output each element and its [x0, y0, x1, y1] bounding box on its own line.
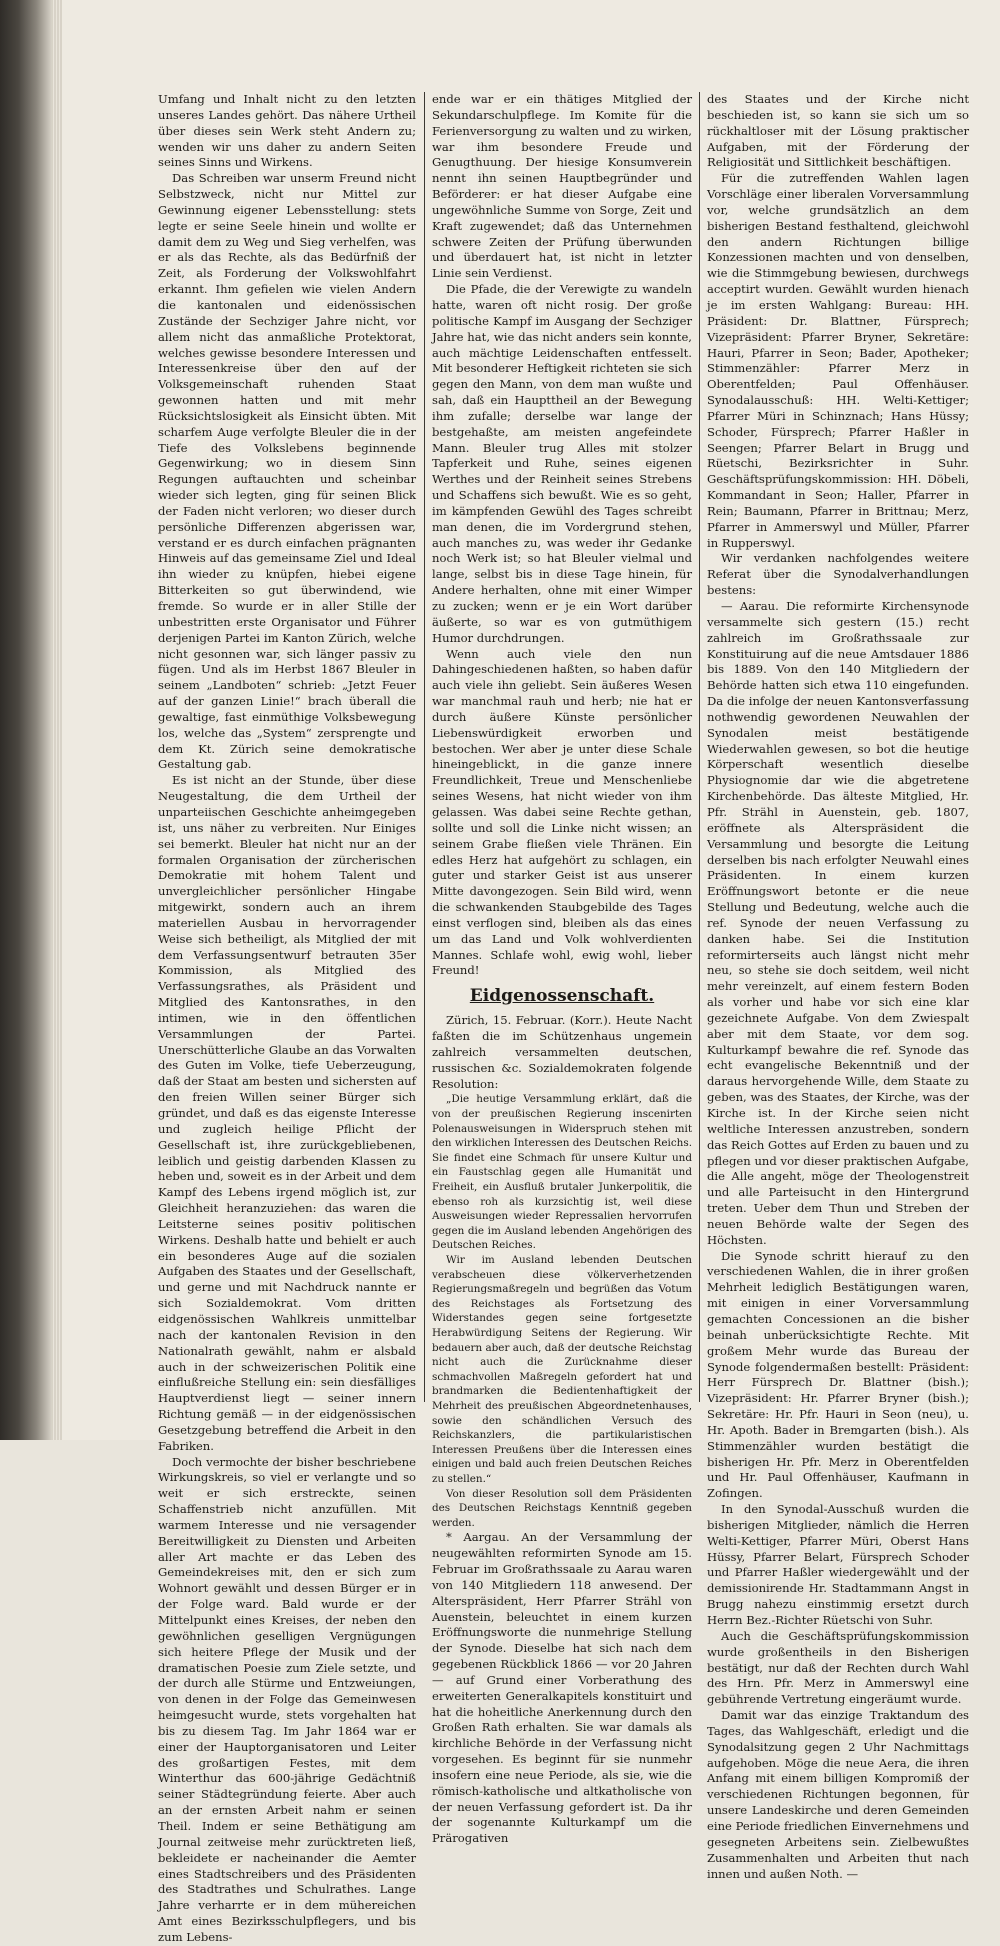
paragraph: Wir verdanken nachfolgendes weitere Referat über die Synodalverhandlungen bestens:: [707, 551, 969, 598]
column-middle: [432, 92, 693, 1846]
resolution-text: „Die heutige Versammlung erklärt, daß die von der preußischen Regierung inscenirten Polenausweisungen in Widerspruch stehen mit den wirklichen Interessen des Deutschen Reichs. Sie findet eine Schmach für unsere Kultur und ein Faustschlag gegen alle Humanität und Freiheit, ein Ausfluß brutaler Junkerpolitik, die ebenso roh als kurzsichtig ist, weil diese Ausweisungen wieder Repressalien hervorrufen gegen die im Ausland lebenden Angehörigen des Deutschen Reiches.: [432, 1093, 692, 1252]
column-rule: [699, 92, 700, 1402]
paragraph: Zürich, 15. Februar. (Korr.). Heute Nacht faßten die im Schützenhaus ungemein zahlreich versammelten deutschen, russischen &c. Sozialdemokraten folgende Resolution:: [432, 1013, 692, 1091]
paragraph: Die Synode schritt hierauf zu den verschiedenen Wahlen, die in ihrer großen Mehrheit lediglich Bestätigungen waren, mit einigen in einer Vorversammlung gemachten Concessionen an die bisher beinah unberücksichtigte Rechte. Mit großem Mehr wurde das Bureau der Synode folgendermaßen bestellt: Präsident: Herr Fürsprech Dr. Blattner (bish.); Vizepräsident: Hr. Pfarrer Bryner (bish.); Sekretäre: Hr. Pfr. Hauri in Seon (neu), u. Hr. Apoth. Bader in Bremgarten (bish.). Als Stimmenzähler wurden bestätigt die bisherigen Hr. Pfr. Merz in Oberentfelden und Hr. Paul Offenhäuser, Kaufmann in Zofingen.: [707, 1248, 969, 1501]
paragraph: — Aarau. Die reformirte Kirchensynode versammelte sich gestern (15.) recht zahlreich im Großrathssaale zur Konstituirung auf die neue Amtsdauer 1886 bis 1889. Von den 140 Mitgliedern der Behörde hatten sich etwa 110 eingefunden. Da die infolge der neuen Kantonsverfassung nothwendig gewordenen Neuwahlen der Synodalen meist bestätigende Wiederwahlen gewesen, so bot die heutige Körperschaft wesentlich dieselbe Physiognomie dar wie die abgetretene Kirchenbehörde. Das älteste Mitglied, Hr. Pfr. Strähl in Auenstein, geb. 1807, eröffnete als Alterspräsident die Versammlung und besorgte die Leitung derselben bis nach erfolgter Neuwahl eines Präsidenten. In einem kurzen Eröffnungswort betonte er die neue Stellung und Bedeutung, welche auch die ref. Synode der neuen Verfassung zu danken habe. Sei die Institution reformirterseits auch längst nicht mehr neu, so stehe sie doch seitdem, weil nicht mehr vereinzelt, auf einem festern Boden als vorher und habe vor sich eine klar gezeichnete Aufgabe. Von dem Zwiespalt aber mit dem Staate, vor dem sog. Kulturkampf bewahre die ref. Synode das echt evangelische Bekenntniß und der daraus hervorgehende Wille, dem Staate zu geben, was des Staates, der Kirche, was der Kirche ist. In der Kirche seien nicht weltliche Interessen anzustreben, sondern das Reich Gottes auf Erden zu bauen und zu pflegen und vor dieser praktischen Aufgabe, die Alle angeht, möge der Theologenstreit und alle Parteisucht in den Hintergrund treten. Ueber dem Thun und Streben der neuen Behörde walte der Segen des Höchsten.: [707, 599, 969, 1247]
paragraph: Auch die Geschäftsprüfungskommission wurde großentheils in den Bisherigen bestätigt, nur daß der Rechten durch Wahl des Hrn. Pfr. Merz in Ammerswyl eine gebührende Vertretung eingeräumt wurde.: [707, 1628, 969, 1707]
paragraph: In den Synodal-Ausschuß wurden die bisherigen Mitglieder, nämlich die Herren Welti-Kettiger, Pfarrer Müri, Oberst Hans Hüssy, Pfarrer Belart, Fürsprech Schoder und Pfarrer Haßler wiedergewählt und der demissionirende Hr. Stadtammann Angst in Brugg nahezu einstimmig ersetzt durch Herrn Bez.-Richter Rüetschi von Suhr.: [707, 1502, 969, 1627]
paragraph: Das Schreiben war unserm Freund nicht Selbstzweck, nicht nur Mittel zur Gewinnung eigener Lebensstellung: stets legte er seine Seele hinein und wollte er damit dem zu Weg und Sieg verhelfen, was er als das Rechte, als das Bedürfniß der Zeit, als Forderung der Volkswohlfahrt erkannt. Ihm gefielen wie vielen Andern die kantonalen und eidenössischen Zustände der Sechziger Jahre nicht, vor allem nicht das anmaßliche Protektorat, welches gewisse besondere Interessen und Interessenkreise über den auf der Volksgemeinschaft ruhenden Staat gewonnen hatten und mit mehr Rücksichtslosigkeit als Einsicht übten. Mit scharfem Auge verfolgte Bleuler die in der Tiefe des Volkslebens beginnende Gegenwirkung; wo in diesem Sinn Regungen auftauchten und scheinbar wieder sich legten, ging für seinen Blick der Faden nicht verloren; wo dieser durch persönliche Differenzen abgerissen war, verstand er es durch einfachen prägnanten Hinweis auf das gemeinsame Ziel und Ideal ihn wieder zu knüpfen, hiebei eigene Bitterkeiten so gut überwindend, wie fremde. So wurde er in aller Stille der unbestritten erste Organisator und Führer derjenigen Partei im Kanton Zürich, welche nicht gesonnen war, sich länger passiv zu fügen. Und als im Herbst 1867 Bleuler in seinem „Landboten“ schrieb: „Jetzt Feuer auf der ganzen Linie!“ brach überall die gewaltige, fast einmüthige Volksbewegung los, welche das „System“ zersprengte und dem Kt. Zürich seine demokratische Gestaltung gab.: [158, 171, 416, 772]
paragraph: Wenn auch viele den nun Dahingeschiedenen haßten, so haben dafür auch viele ihn geliebt. Sein äußeres Wesen war manchmal rauh und herb; nie hat er durch äußere Künste persönlicher Liebenswürdigkeit erworben und bestochen. Wer aber je unter diese Schale hineingeblickt, in die ganze innere Freundlichkeit, Treue und Menschenliebe seines Wesens, hat nicht wieder von ihm gelassen. Was dabei seine Rechte gethan, sollte und soll die Linke nicht wissen; an seinem Grabe fließen viele Thränen. Ein edles Herz hat aufgehört zu schlagen, ein guter und starker Geist ist aus unserer Mitte davongezogen. Sein Bild wird, wenn die schwankenden Staubgebilde des Tages einst verflogen sind, bleiben als das eines um das Land und Volk wohlverdienten Mannes. Schlafe wohl, ewig wohl, lieber Freund!: [432, 646, 692, 978]
section-heading: Eidgenossenschaft.: [469, 986, 655, 1007]
paragraph: Es ist nicht an der Stunde, über diese Neugestaltung, die dem Urtheil der unparteiischen Geschichte anheimgegeben ist, uns näher zu verbreiten. Nur Einiges sei bemerkt. Bleuler hat nicht nur an der formalen Organisation der zürcherischen Demokratie mit hohem Talent und unvergleichlicher persönlicher Hingabe mitgewirkt, sondern auch an ihrem materiellen Ausbau in hervorragender Weise sich betheiligt, als Mitglied der mit dem Verfassungsentwurf betrauten 35er Kommission, als Mitglied des Verfassungsrathes, als Präsident und Mitglied des Kantonsrathes, in den intimen, wie in den öffentlichen Versammlungen der Partei. Unerschütterliche Glaube an das Vorwalten des Guten im Volke, tiefe Ueberzeugung, daß der Staat am besten und sichersten auf den freien Willen seiner Bürger sich gründet, und daß es das eigenste Interesse und zugleich heilige Pflicht der Gesellschaft ist, ihre zurückgebliebenen, leiblich und geistig darbenden Klassen zu heben und, soweit es in der Arbeit und dem Kampf des Lebens irgend möglich ist, zur Gleichheit heranzuziehen: das waren die Leitsterne seines positiv politischen Wirkens. Deshalb hatte und behielt er auch ein besonderes Auge auf die sozialen Aufgaben des Staates und der Gesellschaft, und gerne und mit Nachdruck nannte er sich Sozialdemokrat. Vom dritten eidgenössischen Wahlkreis unmittelbar nach der kantonalen Revision in den Nationalrath gewählt, nahm er alsbald auch in der schweizerischen Politik eine einflußreiche Stellung ein: sein diesfälliges Hauptverdienst liegt — seiner innern Richtung gemäß — in der eidgenössischen Gesetzgebung betreffend die Arbeit in den Fabriken.: [158, 773, 416, 1453]
paragraph: Doch vermochte der bisher beschriebene Wirkungskreis, so viel er verlangte und so weit er sich erstreckte, seinen Schaffenstrieb nicht anzufüllen. Mit warmem Interesse und nie versagender Bereitwilligkeit zu Diensten und Arbeiten aller Art machte er das Leben des Gemeindekreises mit, den er sich zum Wohnort gewählt und dessen Bürger er in der Folge ward. Bald wurde er der Mittelpunkt eines Kreises, der neben den gewöhnlichen geselligen Vergnügungen sich heitere Pflege der Musik und der dramatischen Poesie zum Ziele setzte, und der durch alle Stürme und Entzweiungen, von denen in der Folge das Gemeinwesen heimgesucht wurde, stets vorgehalten hat bis zu diesem Tag. Im Jahr 1864 war er einer der Hauptorganisatoren und Leiter des großartigen Festes, mit dem Winterthur das 600-jährige Gedächtniß seiner Städtegründung feierte. Aber auch an der ernsten Arbeit nahm er seinen Theil. Indem er seine Bethätigung am Journal zeitweise mehr zurücktreten ließ, bekleidete er nacheinander die Aemter eines Stadtschreibers und des Präsidenten des Stadtrathes und Schulrathes. Lange Jahre verharrte er in dem mühereichen Amt eines Bezirksschulpflegers, und bis zum Lebens-: [158, 1454, 416, 1944]
column-left: [158, 92, 416, 1944]
paragraph: des Staates und der Kirche nicht beschieden ist, so kann sie sich um so rückhaltloser mit der Lösung praktischer Aufgaben, mit der Förderung der Religiosität und Sittlichkeit beschäftigen.: [707, 92, 969, 170]
paragraph: Die Pfade, die der Verewigte zu wandeln hatte, waren oft nicht rosig. Der große politische Kampf im Ausgang der Sechziger Jahre hat, wie das nicht anders sein konnte, auch mächtige Leidenschaften entfesselt. Mit besonderer Heftigkeit richteten sie sich gegen den Mann, von dem man wußte und sah, daß ein Haupttheil an der Bewegung ihm zufalle; derselbe war lange der bestgehaßte, am meisten angefeindete Mann. Bleuler trug Alles mit stolzer Tapferkeit und Ruhe, seines eigenen Werthes und der Reinheit seines Strebens und Schaffens sich bewußt. Wie es so geht, im kämpfenden Gewühl des Tages schreibt man denen, die im Vordergrund stehen, auch manches zu, was weder ihr Gedanke noch Werk ist; so hat Bleuler vielmal und lange, selbst bis in diese Tage hinein, für Andere herhalten, ohne mit einer Wimper zu zucken; wenn er je ein Wort darüber äußerte, so war es von gutmüthigem Humor durchdrungen.: [432, 282, 692, 645]
page-edges: [52, 0, 62, 1440]
paragraph: ende war er ein thätiges Mitglied der Sekundarschulpflege. Im Komite für die Ferienversorgung zu walten und zu wirken, war ihm besondere Freude und Genugthuung. Der hiesige Konsumverein nennt ihn seinen Hauptbegründer und Beförderer: er hat dieser Aufgabe eine ungewöhnliche Summe von Sorge, Zeit und Kraft zugewendet; daß das Unternehmen schwere Zeiten der Prüfung überwunden und überdauert hat, ist nicht in letzter Linie sein Verdienst.: [432, 92, 692, 281]
book-binding: [0, 0, 52, 1440]
paragraph: Für die zutreffenden Wahlen lagen Vorschläge einer liberalen Vorversammlung vor, welche grundsätzlich an dem bisherigen Bestand festhaltend, gleichwohl den andern Richtungen billige Konzessionen machten und von denselben, wie die Stimmgebung bewiesen, durchwegs acceptirt wurden. Gewählt wurden hienach je im ersten Wahlgang: Bureau: HH. Präsident: Dr. Blattner, Fürsprech; Vizepräsident: Pfarrer Bryner, Sekretäre: Hauri, Pfarrer in Seon; Bader, Apotheker; Stimmenzähler: Pfarrer Merz in Oberentfelden; Paul Offenhäuser. Synodalausschuß: HH. Welti-Kettiger; Pfarrer Müri in Schinznach; Hans Hüssy; Schoder, Fürsprech; Pfarrer Haßler in Seengen; Pfarrer Belart in Brugg und Rüetschi, Bezirksrichter in Suhr. Geschäftsprüfungskommission: HH. Döbeli, Kommandant in Seon; Haller, Pfarrer in Rein; Baumann, Pfarrer in Brittnau; Merz, Pfarrer in Ammerswyl und Müller, Pfarrer in Rupperswyl.: [707, 171, 969, 550]
paragraph: Umfang und Inhalt nicht zu den letzten unseres Landes gehört. Das nähere Urtheil über dieses sein Werk steht Andern zu; wenden wir uns daher zu andern Seiten seines Sinns und Wirkens.: [158, 92, 416, 170]
column-right: [707, 92, 969, 1881]
paragraph: Damit war das einzige Traktandum des Tages, das Wahlgeschäft, erledigt und die Synodalsitzung gegen 2 Uhr Nachmittags aufgehoben. Möge die neue Aera, die ihren Anfang mit einem billigen Kompromiß der verschiedenen Richtungen begonnen, für unsere Landeskirche und deren Gemeinden eine Periode friedlichen Einvernehmens und gesegneten Arbeitens sein. Zielbewußtes Zusammenhalten und Arbeiten thut nach innen und außen Noth. —: [707, 1708, 969, 1881]
paragraph: * Aargau. An der Versammlung der neugewählten reformirten Synode am 15. Februar im Großrathssaale zu Aarau waren von 140 Mitgliedern 118 anwesend. Der Alterspräsident, Herr Pfarrer Strähl von Auenstein, beleuchtet in einem kurzen Eröffnungsworte die nunmehrige Stellung der Synode. Dieselbe hat sich nach dem gegebenen Rückblick 1866 — vor 20 Jahren — auf Grund einer Vorberathung des erweiterten Generalkapitels konstituirt und hat die hoheitliche Anerkennung durch den Großen Rath erhalten. Sie war damals als kirchliche Behörde in der Verfassung nicht vorgesehen. Es beginnt für sie nunmehr insofern eine neue Periode, als sie, wie die römisch-katholische und altkatholische von der neuen Verfassung gefordert ist. Da ihr der sogenannte Kulturkampf um die Prärogativen: [432, 1530, 692, 1846]
resolution-text: Wir im Ausland lebenden Deutschen verabscheuen diese völkerverhetzenden Regierungsmaßregeln und begrüßen das Votum des Reichstages als Fortsetzung des Widerstandes gegen seine fortgesetzte Herabwürdigung Seitens der Regierung. Wir bedauern aber auch, daß der deutsche Reichstag nicht auch die Zurücknahme dieser schmachvollen Maßregeln gefordert hat und brandmarken die Bedientenhaftigkeit der Mehrheit des preußischen Abgeordnetenhauses, sowie den schändlichen Versuch des Reichskanzlers, die partikularistischen Interessen Preußens über die Interessen eines einigen und bald auch freien Deutschen Reiches zu stellen.“: [432, 1254, 693, 1485]
paragraph: Von dieser Resolution soll dem Präsidenten des Deutschen Reichstags Kenntniß gegeben werden.: [432, 1487, 692, 1529]
column-rule: [424, 92, 425, 1402]
